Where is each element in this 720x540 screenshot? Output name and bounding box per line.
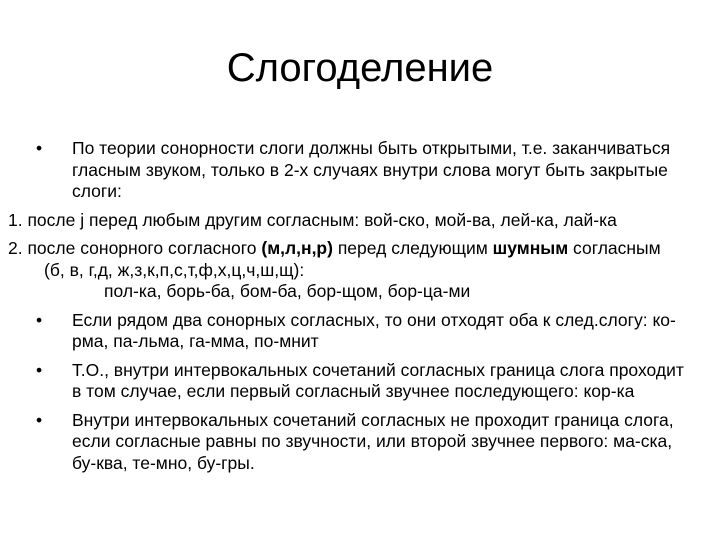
- bullet-text-inside: Внутри интервокальных сочетаний согласных не проходит граница слога, если согласные равны по звучности, или второй звучнее первого: ма-ска, бу-ква, те-мно, бу-гры.: [72, 409, 674, 473]
- bullet-item-inside: [36, 410, 686, 475]
- slide-title: Слогоделение: [226, 46, 494, 90]
- noisy-label: шумным: [492, 238, 569, 258]
- bullet-text-sonorant: Если рядом два сонорных согласных, то они отходят оба к след.слогу: ко-рма, па-льма, га-мма, по-мнит: [72, 309, 676, 351]
- bullet-marker: •: [36, 138, 43, 158]
- numbered-examples-2: пол-ка, борь-ба, бом-ба, бор-щом, бор-ца-ми: [104, 281, 471, 301]
- bullet-item-theory: [36, 138, 686, 203]
- bullet-marker: •: [36, 359, 43, 380]
- numbered-text-2-before: 2. после сонорного согласного: [8, 238, 262, 258]
- bullet-marker: •: [36, 409, 43, 430]
- bullet-text-theory: По теории сонорности слоги должны быть открытыми, т.е. заканчиваться гласным звуком, только в 2-х случаях внутри слова могут быть закрытые слоги:: [72, 138, 671, 201]
- bullet-item-sonorant: [36, 310, 686, 353]
- bullet-item-to: [36, 360, 686, 403]
- numbered-text-1: 1. после j перед любым другим согласным: вой-ско, мой-ва, лей-ка, лай-ка: [8, 209, 617, 230]
- sonorant-consonants: (м,л,н,р): [261, 238, 333, 258]
- bullet-text-to: Т.О., внутри интервокальных сочетаний согласных граница слога проходит в том случае, если первый согласный звучнее последующего: кор-ка: [72, 359, 684, 401]
- bullet-marker: •: [36, 309, 43, 330]
- numbered-text-2-middle: перед следующим: [332, 238, 493, 258]
- numbered-text-2-after: согласным (б, в, г,д, ж,з,к,п,с,т,ф,х,ц,ч,ш,щ):: [44, 238, 661, 280]
- numbered-item-1: [8, 210, 686, 232]
- numbered-text-2: [8, 238, 686, 281]
- slide-content: [8, 138, 686, 481]
- numbered-item-2: [8, 238, 686, 303]
